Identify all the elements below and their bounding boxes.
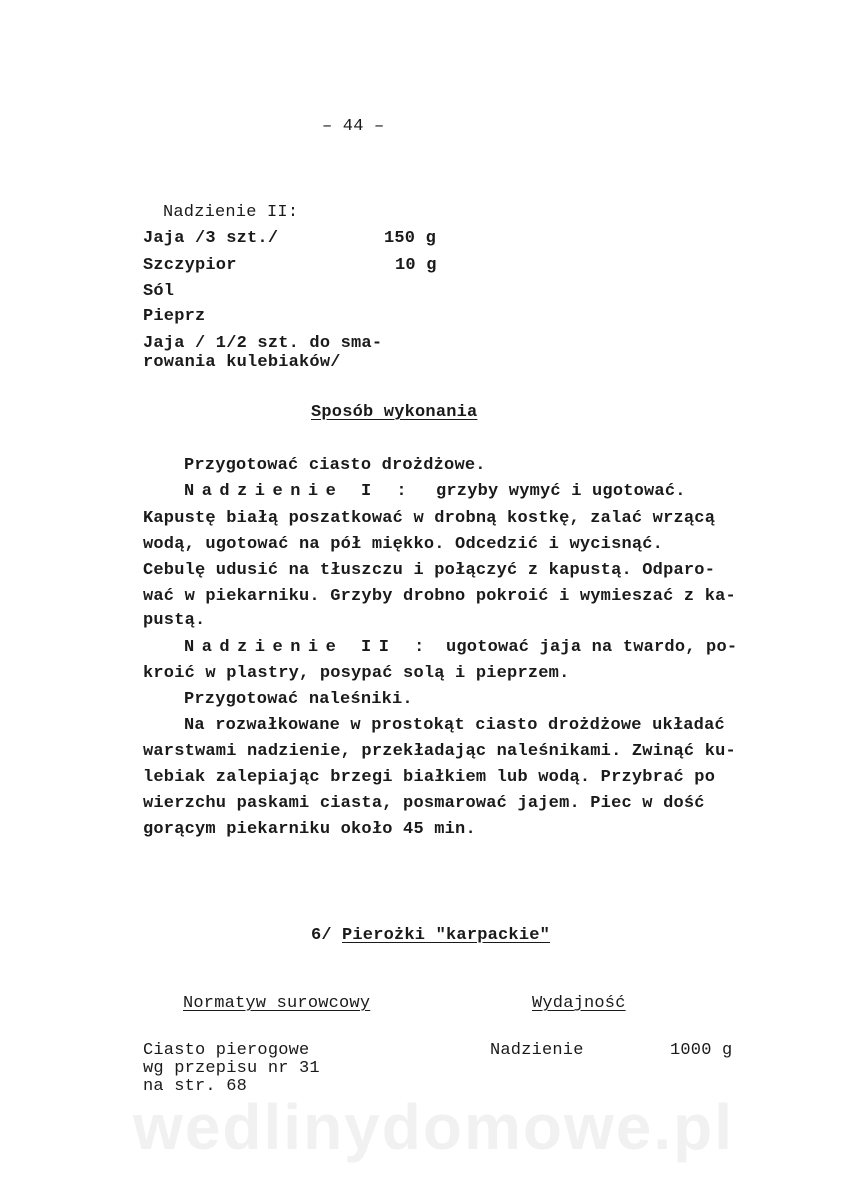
watermark: wedlinydomowe.pl <box>133 1091 734 1163</box>
dough-line: Ciasto pierogowe <box>143 1041 310 1060</box>
filling2-title: Nadzienie II: <box>163 203 299 222</box>
method-line: warstwami nadzienie, przekładając naleśnikami. Zwinąć ku- <box>143 742 736 761</box>
dough-line: na str. 68 <box>143 1077 248 1096</box>
method-line: Kapustę białą poszatkować w drobną kostkę, zalać wrzącą <box>143 509 716 528</box>
method-line: ugotować jaja na twardo, po- <box>446 638 738 657</box>
method-line: wodą, ugotować na pół miękko. Odcedzić i wycisnąć. <box>143 535 664 554</box>
method-line: Na rozwałkowane w prostokąt ciasto drożdżowe układać <box>184 716 725 735</box>
method-line: grzyby wymyć i ugotować. <box>436 482 686 501</box>
method-paragraph: Przygotować ciasto drożdżowe. <box>184 456 486 475</box>
ingredient-qty: 10 g <box>395 256 437 275</box>
recipe-number: 6/ <box>311 926 332 945</box>
method-line: pustą. <box>143 611 206 630</box>
yield-header: Wydajność <box>532 994 626 1013</box>
page-number: – 44 – <box>322 117 385 136</box>
ingredient-name: Pieprz <box>143 307 206 326</box>
method-heading: Sposób wykonania <box>311 403 478 422</box>
filling2-label: Nadzienie II : <box>184 638 432 657</box>
ingredient-name: Szczypior <box>143 256 237 275</box>
yield-label: Nadzienie <box>490 1041 584 1060</box>
ingredient-qty: 150 g <box>384 229 437 248</box>
method-line: lebiak zalepiając brzegi białkiem lub wodą. Przybrać po <box>143 768 716 787</box>
method-paragraph: Przygotować naleśniki. <box>184 690 413 709</box>
egg-note-line: Jaja / 1/2 szt. do sma- <box>143 334 383 353</box>
raw-materials-header: Normatyw surowcowy <box>183 994 371 1013</box>
recipe-title: Pierożki "karpackie" <box>342 926 551 945</box>
dough-line: wg przepisu nr 31 <box>143 1059 320 1078</box>
method-line: kroić w plastry, posypać solą i pieprzem. <box>143 664 570 683</box>
method-line: Cebulę udusić na tłuszczu i połączyć z kapustą. Odparo- <box>143 561 716 580</box>
method-line: gorącym piekarniku około 45 min. <box>143 820 476 839</box>
ingredient-name: Sól <box>143 282 175 301</box>
method-line: wać w piekarniku. Grzyby drobno pokroić i wymieszać z ka- <box>143 587 736 606</box>
egg-note-line: rowania kulebiaków/ <box>143 353 341 372</box>
yield-value: 1000 g <box>670 1041 733 1060</box>
ingredient-name: Jaja /3 szt./ <box>143 229 279 248</box>
filling1-label: Nadzienie I : <box>184 482 415 501</box>
method-line: wierzchu paskami ciasta, posmarować jajem. Piec w dość <box>143 794 705 813</box>
